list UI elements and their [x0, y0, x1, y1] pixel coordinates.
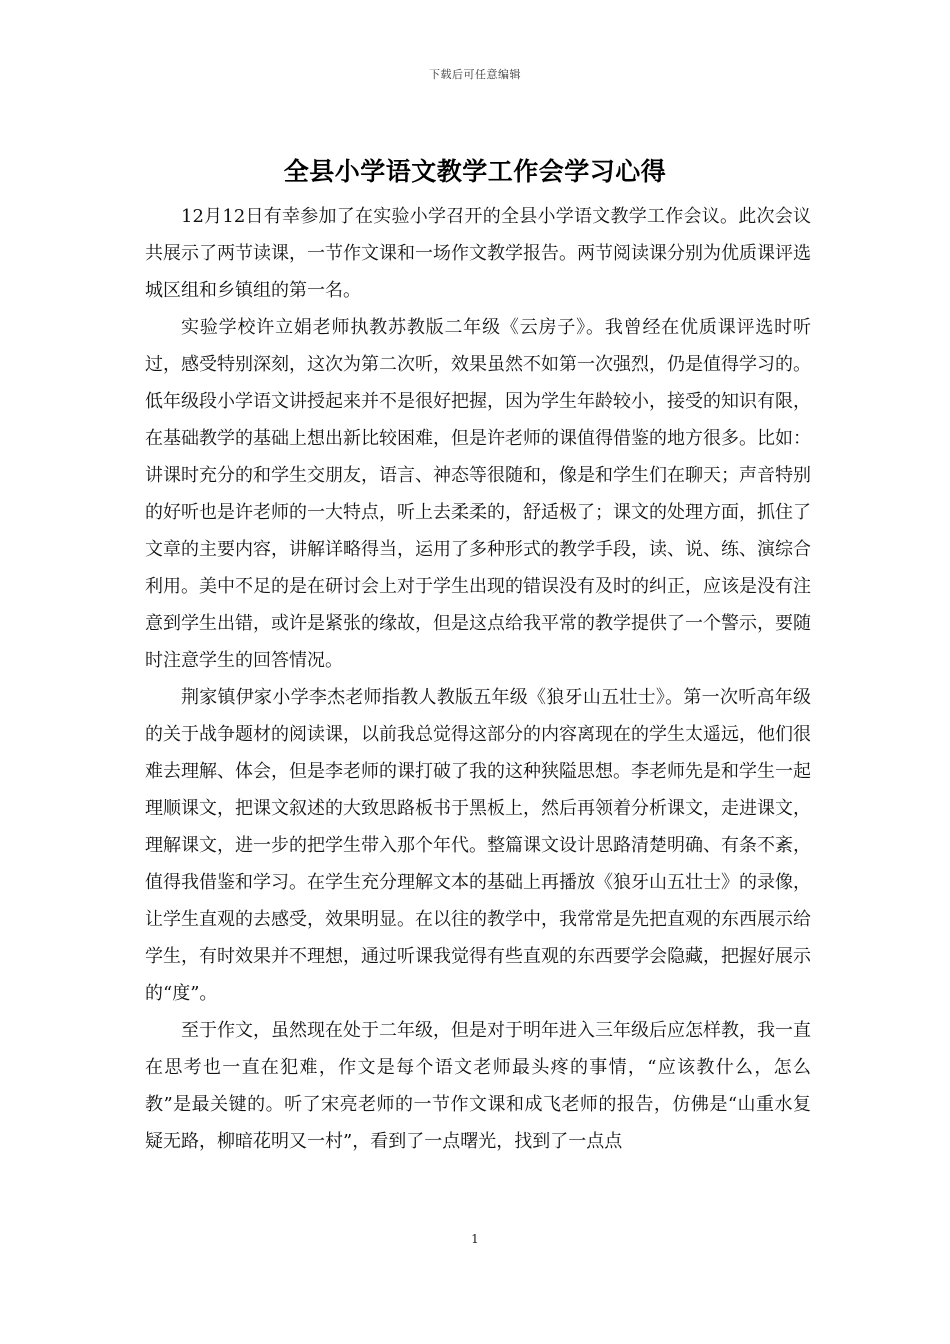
document-title: 全县小学语文教学工作会学习心得	[283, 157, 667, 186]
paragraph: 实验学校许立娟老师执教苏教版二年级《云房子》。我曾经在优质课评选时听过，感受特别深刻，这次为第二次听，效果虽然不如第一次强烈，仍是值得学习的。低年级段小学语文讲授起来并不是很好把握，因为学生年龄较小，接受的知识有限，在基础教学的基础上想出新比较困难，但是许老师的课值得借鉴的地方很多。比如：讲课时充分的和学生交朋友，语言、神态等很随和，像是和学生们在聊天；声音特别的好听也是许老师的一大特点，听上去柔柔的，舒适极了；课文的处理方面，抓住了文章的主要内容，讲解详略得当，运用了多种形式的教学手段，读、说、练、演综合利用。美中不足的是在研讨会上对于学生出现的错误没有及时的纠正，应该是没有注意到学生出错，或许是紧张的缘故，但是这点给我平常的教学提供了一个警示，要随时注意学生的回答情况。	[145, 317, 811, 671]
document-body	[145, 198, 811, 1160]
paragraph: 荆家镇伊家小学李杰老师指教人教版五年级《狼牙山五壮士》。第一次听高年级的关于战争题材的阅读课，以前我总觉得这部分的内容离现在的学生太遥远，他们很难去理解、体会，但是李老师的课打破了我的这种狭隘思想。李老师先是和学生一起理顺课文，把课文叙述的大致思路板书于黑板上，然后再领着分析课文，走进课文，理解课文，进一步的把学生带入那个年代。整篇课文设计思路清楚明确、有条不紊，值得我借鉴和学习。在学生充分理解文本的基础上再播放《狼牙山五壮士》的录像，让学生直观的去感受，效果明显。在以往的教学中，我常常是先把直观的东西展示给学生，有时效果并不理想，通过听课我觉得有些直观的东西要学会隐藏，把握好展示的“度”。	[145, 687, 811, 1004]
paragraph: 至于作文，虽然现在处于二年级，但是对于明年进入三年级后应怎样教，我一直在思考也一直在犯难，作文是每个语文老师最头疼的事情，“应该教什么，怎么教”是最关键的。听了宋亮老师的一节作文课和成飞老师的报告，仿佛是“山重水复疑无路，柳暗花明又一村”，看到了一点曙光，找到了一点点	[145, 1020, 811, 1152]
paragraph: 12月12日有幸参加了在实验小学召开的全县小学语文教学工作会议。此次会议共展示了两节读课，一节作文课和一场作文教学报告。两节阅读课分别为优质课评选城区组和乡镇组的第一名。	[145, 206, 811, 301]
header-note: 下载后可任意编辑	[429, 68, 521, 81]
page-number: 1	[471, 1232, 479, 1246]
